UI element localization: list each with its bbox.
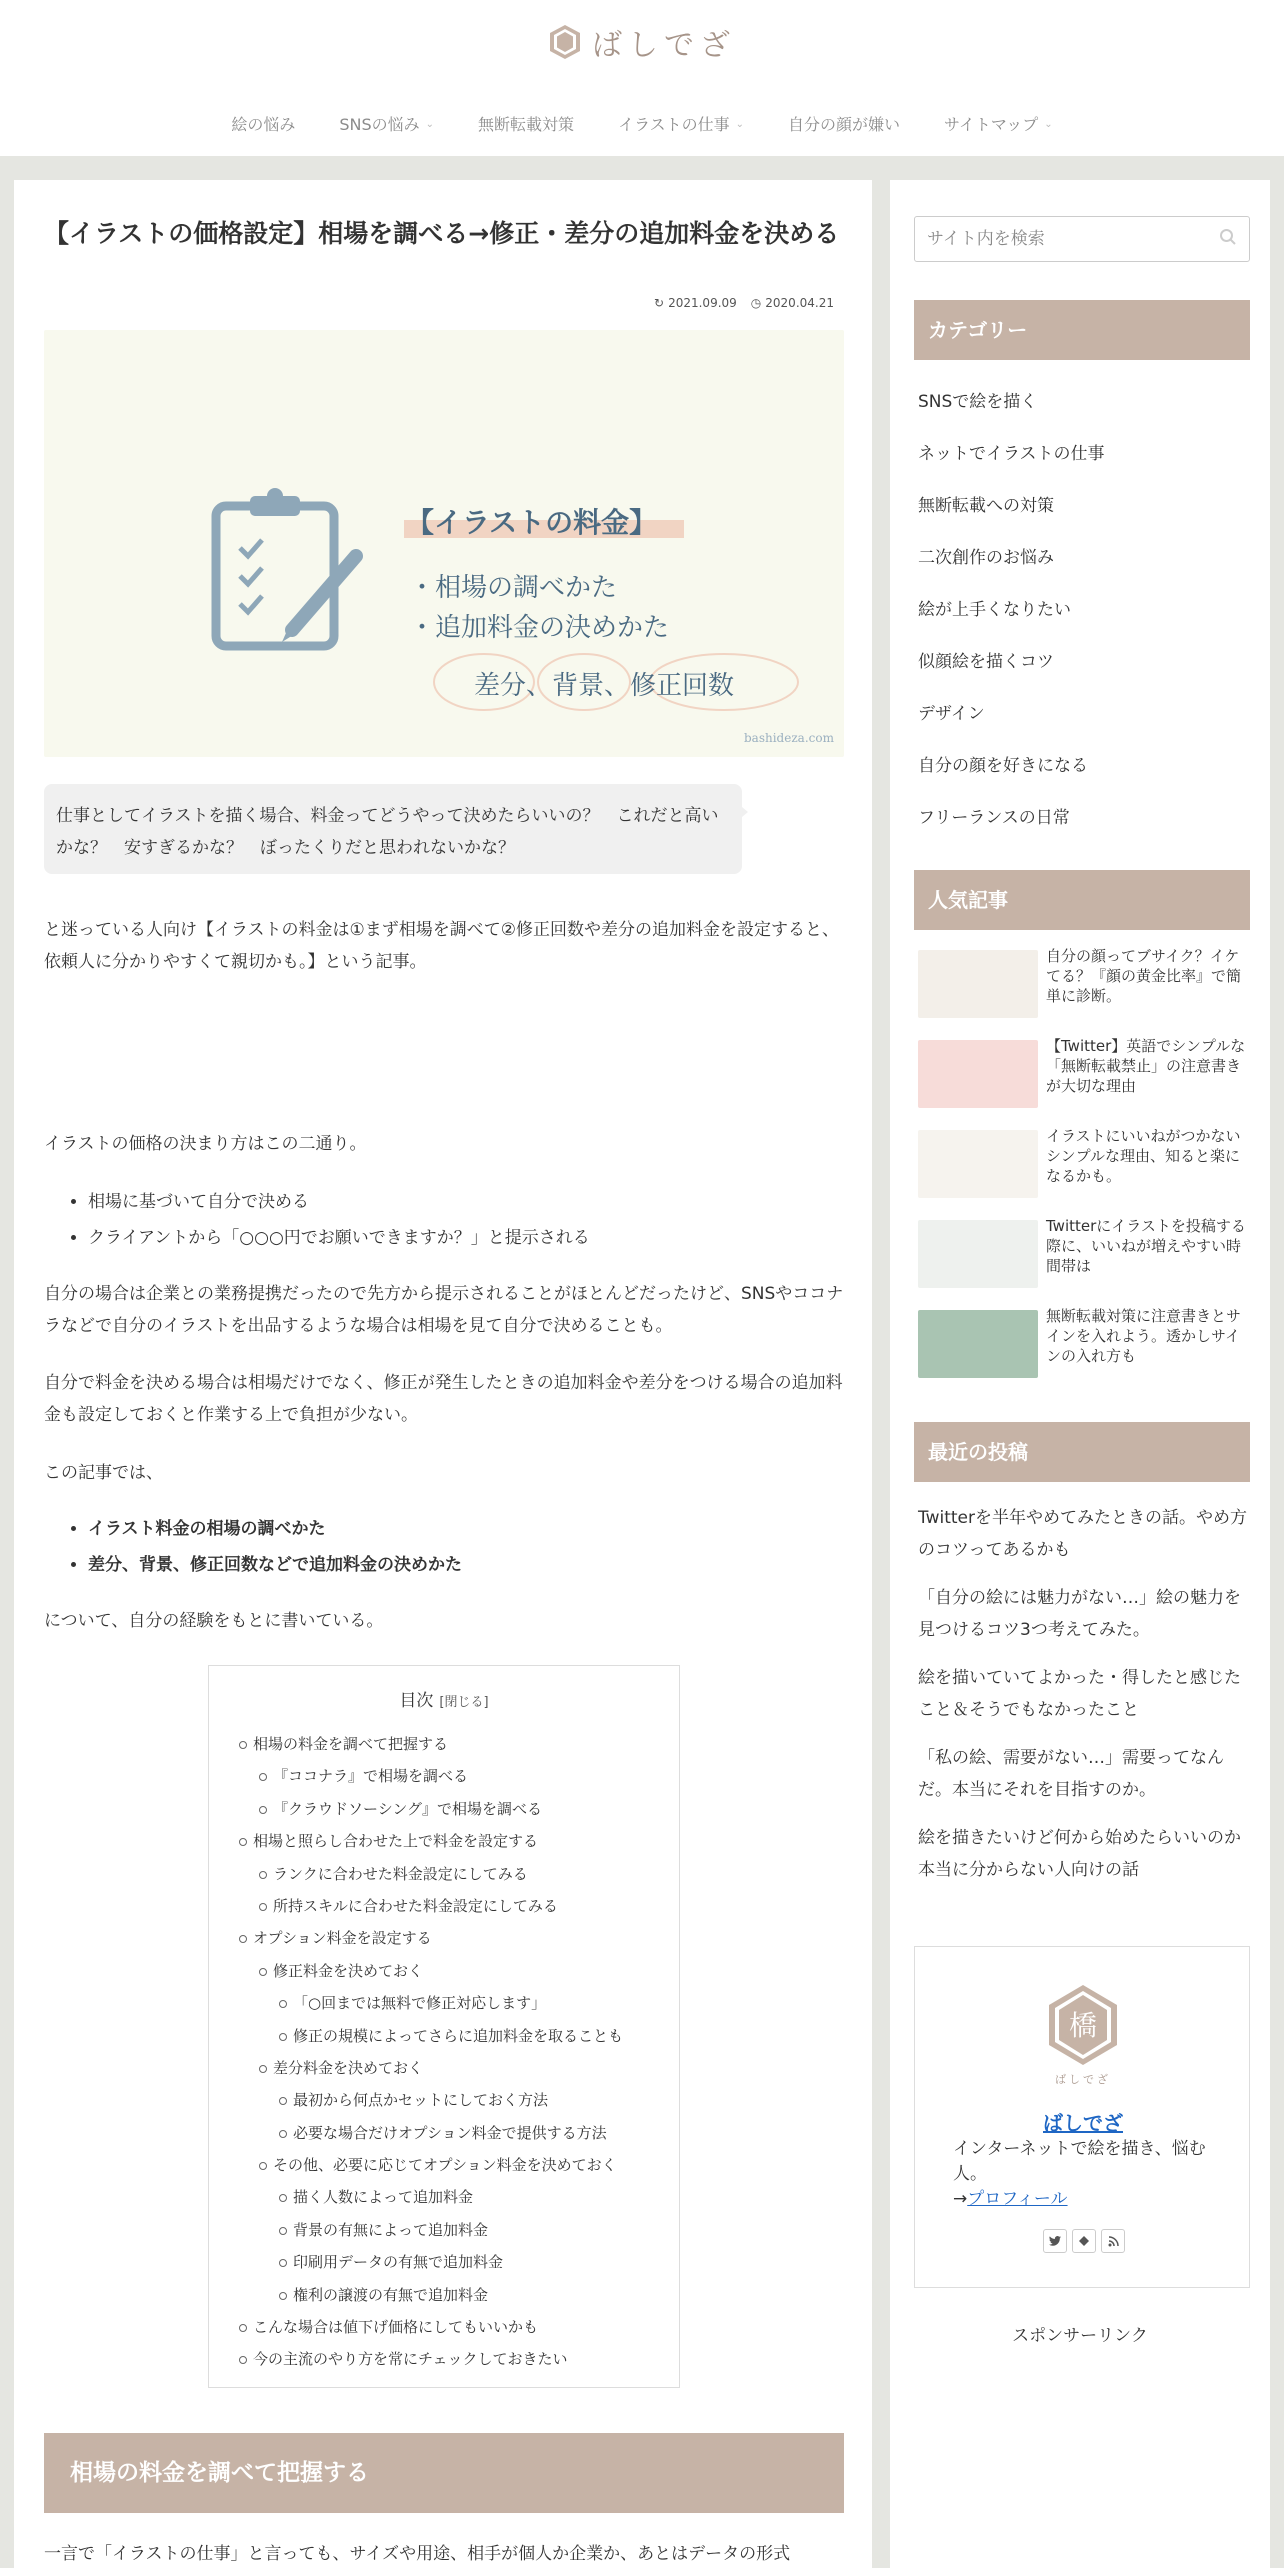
avatar-caption: ばしでざ	[1055, 2073, 1111, 2086]
nav-item-label: 自分の顔が嫌い	[787, 115, 900, 134]
logo-emblem-icon	[548, 23, 582, 61]
popular-item[interactable]	[918, 1036, 1252, 1126]
clock-icon: ◷	[750, 296, 762, 310]
recent-item[interactable]: 絵を描きたいけど何から始めたらいいのか本当に分からない人向けの話	[918, 1828, 1241, 1880]
toc-item[interactable]: 描く人数によって追加料金	[239, 2181, 669, 2213]
recent-item[interactable]: 絵を描いていてよかった・得したと感じたこと＆そうでもなかったこと	[918, 1668, 1241, 1720]
clipboard-icon	[216, 488, 356, 646]
toc-item[interactable]: オプション料金を設定する	[239, 1922, 669, 1954]
profile-widget	[914, 1946, 1250, 2288]
price-ways-lead: イラストの価格の決まり方はこの二通り。	[44, 1134, 367, 1154]
nav-item-label: 無断転載対策	[478, 115, 575, 134]
paragraph: 自分で料金を決める場合は相場だけでなく、修正が発生したときの追加料金や差分をつける場合の追加料金も設定しておくと作業する上で負担が少ない。	[44, 1373, 843, 1425]
toc-item[interactable]: 『クラウドソーシング』で相場を調べる	[239, 1793, 669, 1825]
popular-thumbnail	[918, 1220, 1038, 1288]
chevron-down-icon: ⌄	[1044, 119, 1053, 130]
paragraph: について、自分の経験をもとに書いている。	[44, 1611, 384, 1631]
sponsor-label: スポンサーリンク	[1012, 2326, 1148, 2346]
recent-widget-title: 最近の投稿	[914, 1422, 1250, 1482]
category-widget-title: カテゴリー	[914, 300, 1250, 360]
popular-thumbnail	[918, 1040, 1038, 1108]
twitter-icon[interactable]	[1043, 2229, 1067, 2253]
popular-thumbnail	[918, 1130, 1038, 1198]
profile-bio-text: インターネットで絵を描き、悩む人。	[953, 2139, 1206, 2184]
category-item[interactable]: 似顔絵を描くコツ	[918, 652, 1054, 672]
search-input[interactable]	[927, 229, 1207, 249]
nav-item[interactable]	[456, 108, 596, 142]
published-date	[751, 296, 834, 310]
list-item: • イラスト料金の相場の調べかた	[88, 1511, 848, 1547]
paragraph: 自分の場合は企業との業務提携だったので先方から提示されることがほとんどだったけど、SNSやココナラなどで自分のイラストを出品するような場合は相場を見て自分で決めることも。	[44, 1284, 844, 1336]
nav-item-label: サイトマップ	[944, 115, 1039, 134]
toc-item[interactable]: 今の主流のやり方を常にチェックしておきたい	[239, 2343, 669, 2375]
toc-title: 目次	[399, 1691, 434, 1711]
eyecatch-line2: ・追加料金の決めかた	[409, 613, 670, 643]
recent-list	[918, 1502, 1248, 1902]
toc-header	[209, 1686, 679, 1711]
site-logo[interactable]	[0, 18, 1284, 66]
updated-date	[654, 296, 737, 310]
nav-item-label: 絵の悩み	[231, 115, 296, 134]
toc-item[interactable]: 修正の規模によってさらに追加料金を取ることも	[239, 2020, 669, 2052]
main-content	[14, 180, 872, 2568]
eyecatch-heading: 【イラストの料金】	[406, 506, 658, 539]
avatar	[1047, 1983, 1119, 2067]
toc-item[interactable]: 『ココナラ』で相場を調べる	[239, 1760, 669, 1792]
table-of-contents	[208, 1665, 680, 2388]
popular-item[interactable]	[918, 1306, 1252, 1396]
toc-item[interactable]: 所持スキルに合わせた料金設定にしてみる	[239, 1890, 669, 1922]
list-item: • 相場に基づいて自分で決める	[88, 1184, 848, 1220]
site-header	[0, 0, 1284, 156]
eyecatch-image	[44, 330, 844, 757]
price-ways-list	[88, 1184, 848, 1256]
eyecatch-watermark: bashideza.com	[744, 731, 834, 745]
section-heading: 相場の料金を調べて把握する	[44, 2433, 844, 2513]
toc-item[interactable]: 必要な場合だけオプション料金で提供する方法	[239, 2117, 669, 2149]
popular-title: Twitterにイラストを投稿する際に、いいねが増えやすい時間帯は	[1046, 1217, 1246, 1275]
toc-item[interactable]: 「○回までは無料で修正対応します」	[239, 1987, 669, 2019]
recent-item[interactable]: 「自分の絵には魅力がない…」絵の魅力を見つけるコツ3つ考えてみた。	[918, 1588, 1241, 1640]
list-item: • クライアントから「○○○円でお願いできますか？」と提示される	[88, 1220, 848, 1256]
category-item[interactable]: 自分の顔を好きになる	[918, 756, 1088, 776]
update-icon: ↻	[654, 296, 665, 310]
toc-item[interactable]: 相場と照らし合わせた上で料金を設定する	[239, 1825, 669, 1857]
popular-item[interactable]	[918, 1126, 1252, 1216]
category-item[interactable]: 二次創作のお悩み	[918, 548, 1054, 568]
popular-title: イラストにいいねがつかないシンプルな理由、知ると楽になるかも。	[1046, 1127, 1241, 1185]
site-name: ばしでざ	[592, 28, 736, 63]
feedly-icon[interactable]	[1072, 2229, 1096, 2253]
category-list	[918, 376, 1248, 844]
topics-list	[88, 1511, 848, 1583]
intro-paragraph: と迷っている人向け【イラストの料金は①まず相場を調べて②修正回数や差分の追加料金を設定すると、依頼人に分かりやすくて親切かも。】という記事。	[44, 920, 839, 972]
speech-bubble: 仕事としてイラストを描く場合、料金ってどうやって決めたらいいの？ これだと高いかな？ 安すぎるかな？ ぼったくりだと思われないかな？	[44, 784, 742, 874]
popular-title: 自分の顔ってブサイク？イケてる？『顔の黄金比率』で簡単に診断。	[1046, 947, 1242, 1005]
published-date-text: 2020.04.21	[765, 296, 834, 310]
avatar-char: 橋	[1068, 2009, 1098, 2042]
toc-item[interactable]: 最初から何点かセットにしておく方法	[239, 2084, 669, 2116]
toc-item[interactable]: 相場の料金を調べて把握する	[239, 1728, 669, 1760]
sns-links	[1043, 2229, 1125, 2253]
nav-item[interactable]	[317, 108, 456, 142]
chevron-down-icon: ⌄	[735, 119, 744, 130]
category-item[interactable]: ネットでイラストの仕事	[918, 444, 1105, 464]
category-item[interactable]: デザイン	[918, 704, 985, 724]
category-item[interactable]: SNSで絵を描く	[918, 392, 1038, 412]
popular-thumbnail	[918, 950, 1038, 1018]
popular-thumbnail	[918, 1310, 1038, 1378]
paragraph: 一言で「イラストの仕事」と言っても、サイズや用途、相手が個人か企業か、あとはデータの形式	[44, 2544, 791, 2564]
category-item[interactable]: 無断転載への対策	[918, 496, 1054, 516]
toc-item[interactable]: 差分料金を決めておく	[239, 2052, 669, 2084]
profile-name[interactable]: ばしでざ	[1043, 2111, 1123, 2135]
search-icon[interactable]	[1219, 228, 1237, 250]
recent-item[interactable]: 「私の絵、需要がない…」需要ってなんだ。本当にそれを目指すのか。	[918, 1748, 1224, 1800]
toc-item[interactable]: その他、必要に応じてオプション料金を決めておく	[239, 2149, 669, 2181]
recent-item[interactable]: Twitterを半年やめてみたときの話。やめ方のコツってあるかも	[918, 1508, 1247, 1560]
popular-widget-title: 人気記事	[914, 870, 1250, 930]
post-dates	[654, 296, 834, 310]
toc-item[interactable]: 権利の譲渡の有無で追加料金	[239, 2279, 669, 2311]
popular-item[interactable]	[918, 1216, 1252, 1306]
toc-item[interactable]: 印刷用データの有無で追加料金	[239, 2246, 669, 2278]
toc-toggle-button[interactable]: [閉じる]	[439, 1695, 489, 1710]
toc-item[interactable]: 修正料金を決めておく	[239, 1955, 669, 1987]
rss-icon[interactable]	[1101, 2229, 1125, 2253]
toc-item[interactable]: 背景の有無によって追加料金	[239, 2214, 669, 2246]
eyecatch-line3: 差分、背景、修正回数	[474, 671, 735, 701]
category-item[interactable]: 絵が上手くなりたい	[918, 600, 1071, 620]
category-item[interactable]: フリーランスの日常	[918, 808, 1070, 828]
updated-date-text: 2021.09.09	[668, 296, 737, 310]
toc-list	[239, 1728, 669, 2376]
profile-bio	[953, 2137, 1223, 2212]
toc-item[interactable]: こんな場合は値下げ価格にしてもいいかも	[239, 2311, 669, 2343]
nav-item[interactable]	[766, 108, 922, 142]
nav-item-label: イラストの仕事	[618, 115, 730, 134]
popular-list	[918, 946, 1252, 1396]
popular-title: 無断転載対策に注意書きとサインを入れよう。透かしサインの入れ方も	[1046, 1307, 1242, 1365]
article-title: 【イラストの価格設定】相場を調べる→修正・差分の追加料金を決める	[44, 219, 840, 248]
nav-item[interactable]	[596, 108, 766, 142]
global-nav	[0, 108, 1284, 142]
profile-link[interactable]: プロフィール	[967, 2189, 1068, 2209]
eyecatch-line1: ・相場の調べかた	[409, 573, 618, 603]
sidebar	[890, 180, 1270, 2568]
paragraph: この記事では、	[44, 1463, 163, 1483]
chevron-down-icon: ⌄	[425, 119, 435, 130]
toc-item[interactable]: ランクに合わせた料金設定にしてみる	[239, 1858, 669, 1890]
nav-item-label: SNSの悩み	[339, 115, 420, 134]
search-box	[914, 216, 1250, 262]
nav-item[interactable]	[922, 108, 1075, 142]
arrow-icon: →	[953, 2189, 968, 2209]
nav-item[interactable]	[209, 108, 317, 142]
popular-item[interactable]	[918, 946, 1252, 1036]
list-item: • 差分、背景、修正回数などで追加料金の決めかた	[88, 1547, 848, 1583]
popular-title: 【Twitter】英語でシンプルな「無断転載禁止」の注意書きが大切な理由	[1046, 1037, 1246, 1095]
